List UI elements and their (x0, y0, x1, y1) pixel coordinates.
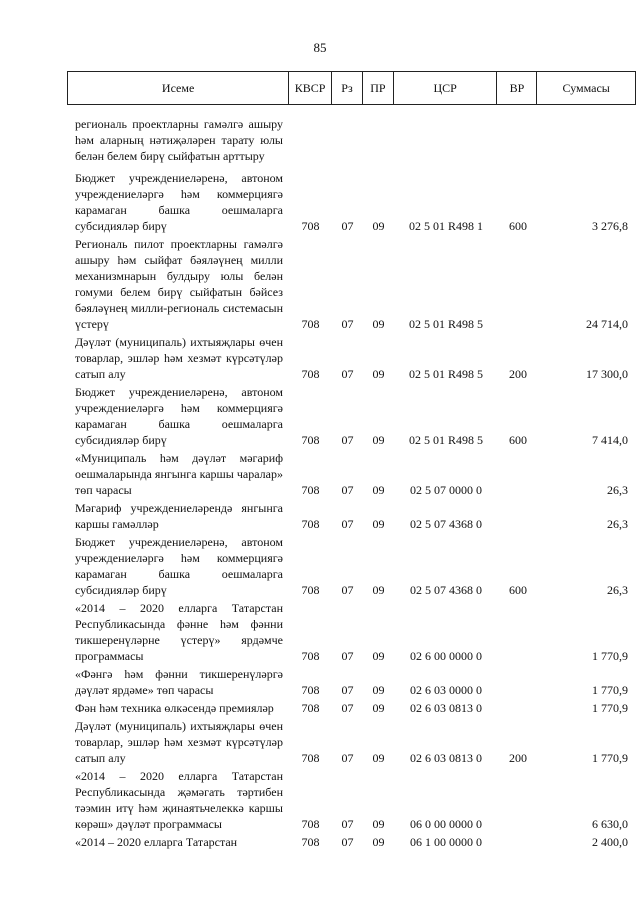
cell-name: «2014 – 2020 елларга Татарстан Республикасында фәнне һәм фәнни тикшеренүләрне үстерү» ярдәмче программасы (75, 601, 283, 663)
cell-sum: 1 770,9 (592, 649, 628, 663)
cell-pr: 09 (372, 817, 385, 831)
table-row (67, 116, 636, 164)
cell-name: Бюджет учреждениеләренә, автоном учреждениеләргә һәм коммерциягә карамаган башка оешмаларга субсидияләр бирү (75, 171, 283, 233)
cell-rz: 07 (341, 483, 354, 497)
cell-name: Дәүләт (муниципаль) ихтыяҗлары өчен товарлар, эшләр һәм хезмәт күрсәтүләр сатып алу (75, 335, 283, 381)
cell-name: «Фәнгә һәм фәнни тикшеренүләргә дәүләт ярдәме» төп чарасы (75, 667, 283, 697)
table-row (67, 666, 636, 698)
cell-pr: 09 (372, 751, 385, 765)
cell-name: «Муниципаль һәм дәүләт мәгариф оешмаларында янгынга каршы чаралар» төп чарасы (75, 451, 283, 497)
cell-csr: 02 5 07 4368 0 (410, 583, 482, 597)
cell-name: Бюджет учреждениеләренә, автоном учреждениеләргә һәм коммерциягә карамаган башка оешмаларга субсидияләр бирү (75, 385, 283, 447)
cell-csr: 02 5 07 4368 0 (410, 517, 482, 531)
cell-rz: 07 (341, 817, 354, 831)
table-row (67, 500, 636, 532)
cell-kvsr: 708 (301, 517, 320, 531)
cell-sum: 6 630,0 (592, 817, 628, 831)
cell-rz: 07 (341, 701, 354, 715)
cell-sum: 26,3 (607, 583, 628, 597)
column-header-sum: Суммасы (562, 80, 610, 95)
cell-kvsr: 708 (301, 433, 320, 447)
cell-sum: 1 770,9 (592, 683, 628, 697)
cell-name: Региональ пилот проектларны гамәлгә ашыру һәм сыйфат бәяләүнең милли механизмнарын булдыру юлы белән гомуми белем бирү сыйфатын бәйсез бәяләүнең милли-региональ системасын үстерү (75, 237, 283, 331)
cell-kvsr: 708 (301, 219, 320, 233)
cell-rz: 07 (341, 367, 354, 381)
cell-name: Бюджет учреждениеләренә, автоном учреждениеләргә һәм коммерциягә карамаган башка оешмаларга субсидияләр бирү (75, 535, 283, 597)
cell-kvsr: 708 (301, 583, 320, 597)
cell-sum: 1 770,9 (592, 751, 628, 765)
cell-csr: 02 5 01 R498 5 (408, 317, 483, 331)
cell-sum: 26,3 (607, 517, 628, 531)
cell-rz: 07 (341, 219, 354, 233)
cell-csr: 02 5 01 R498 1 (408, 219, 483, 233)
table-body (67, 114, 636, 850)
cell-pr: 09 (372, 433, 385, 447)
cell-kvsr: 708 (301, 835, 320, 849)
cell-sum: 26,3 (607, 483, 628, 497)
column-header-pr: ПР (363, 72, 394, 104)
cell-kvsr: 708 (301, 483, 320, 497)
table-row (67, 450, 636, 498)
cell-pr: 09 (372, 367, 385, 381)
cell-csr: 06 0 00 0000 0 (410, 817, 482, 831)
cell-vr: 600 (509, 433, 527, 447)
cell-csr: 02 5 01 R498 5 (408, 433, 483, 447)
table-row (67, 170, 636, 234)
cell-kvsr: 708 (301, 817, 320, 831)
cell-kvsr: 708 (301, 701, 320, 715)
cell-name: региональ проектларны гамәлгә ашыру һәм аларның нәтиҗәләрен тарату юлы белән белем бирү сыйфатын арттыру (75, 117, 283, 163)
column-header-rz: Рз (332, 72, 363, 104)
cell-name: «2014 – 2020 елларга Татарстан (75, 835, 238, 849)
cell-sum: 7 414,0 (592, 433, 628, 447)
table-row (67, 768, 636, 832)
column-header-name: Исеме (68, 72, 289, 104)
cell-name: Дәүләт (муниципаль) ихтыяҗлары өчен товарлар, эшләр һәм хезмәт күрсәтүләр сатып алу (75, 719, 283, 765)
cell-vr: 200 (509, 367, 527, 381)
cell-pr: 09 (372, 483, 385, 497)
table-row (67, 334, 636, 382)
cell-sum: 2 400,0 (592, 835, 628, 849)
table-row (67, 384, 636, 448)
cell-csr: 06 1 00 0000 0 (410, 835, 482, 849)
cell-pr: 09 (372, 835, 385, 849)
cell-csr: 02 5 01 R498 5 (408, 367, 483, 381)
cell-csr: 02 5 07 0000 0 (410, 483, 482, 497)
table-row (67, 600, 636, 664)
cell-csr: 02 6 03 0000 0 (410, 683, 482, 697)
cell-rz: 07 (341, 649, 354, 663)
cell-rz: 07 (341, 583, 354, 597)
cell-sum: 24 714,0 (586, 317, 628, 331)
cell-name: «2014 – 2020 елларга Татарстан Республикасында җәмәгать тәртибен тәэмин итү һәм җинаятьчелеккә каршы көрәш» дәүләт программасы (75, 769, 283, 831)
cell-rz: 07 (341, 433, 354, 447)
column-header-kvsr: КВСР (289, 72, 332, 104)
cell-pr: 09 (372, 583, 385, 597)
cell-vr: 600 (509, 583, 527, 597)
cell-rz: 07 (341, 317, 354, 331)
cell-pr: 09 (372, 683, 385, 697)
cell-rz: 07 (341, 683, 354, 697)
cell-name: Мәгариф учреждениеләрендә янгынга каршы гамәлләр (75, 501, 283, 531)
cell-vr: 200 (509, 751, 527, 765)
cell-csr: 02 6 03 0813 0 (410, 701, 482, 715)
cell-pr: 09 (372, 317, 385, 331)
cell-kvsr: 708 (301, 683, 320, 697)
column-header-csr: ЦСР (394, 72, 498, 104)
table-row (67, 718, 636, 766)
cell-pr: 09 (372, 701, 385, 715)
cell-kvsr: 708 (301, 317, 320, 331)
cell-vr: 600 (509, 219, 527, 233)
cell-rz: 07 (341, 751, 354, 765)
table-row (67, 700, 636, 716)
cell-rz: 07 (341, 517, 354, 531)
cell-kvsr: 708 (301, 751, 320, 765)
cell-pr: 09 (372, 219, 385, 233)
cell-name: Фән һәм техника өлкәсендә премияләр (75, 701, 274, 715)
table-header (67, 71, 636, 105)
cell-kvsr: 708 (301, 649, 320, 663)
cell-pr: 09 (372, 649, 385, 663)
table-row (67, 236, 636, 332)
cell-sum: 3 276,8 (592, 219, 628, 233)
table-row (67, 834, 636, 850)
cell-csr: 02 6 03 0813 0 (410, 751, 482, 765)
cell-kvsr: 708 (301, 367, 320, 381)
column-header-vr: ВР (497, 72, 537, 104)
table-row (67, 534, 636, 598)
cell-sum: 1 770,9 (592, 701, 628, 715)
cell-sum: 17 300,0 (586, 367, 628, 381)
cell-pr: 09 (372, 517, 385, 531)
cell-rz: 07 (341, 835, 354, 849)
page-number: 85 (313, 40, 327, 55)
cell-csr: 02 6 00 0000 0 (410, 649, 482, 663)
